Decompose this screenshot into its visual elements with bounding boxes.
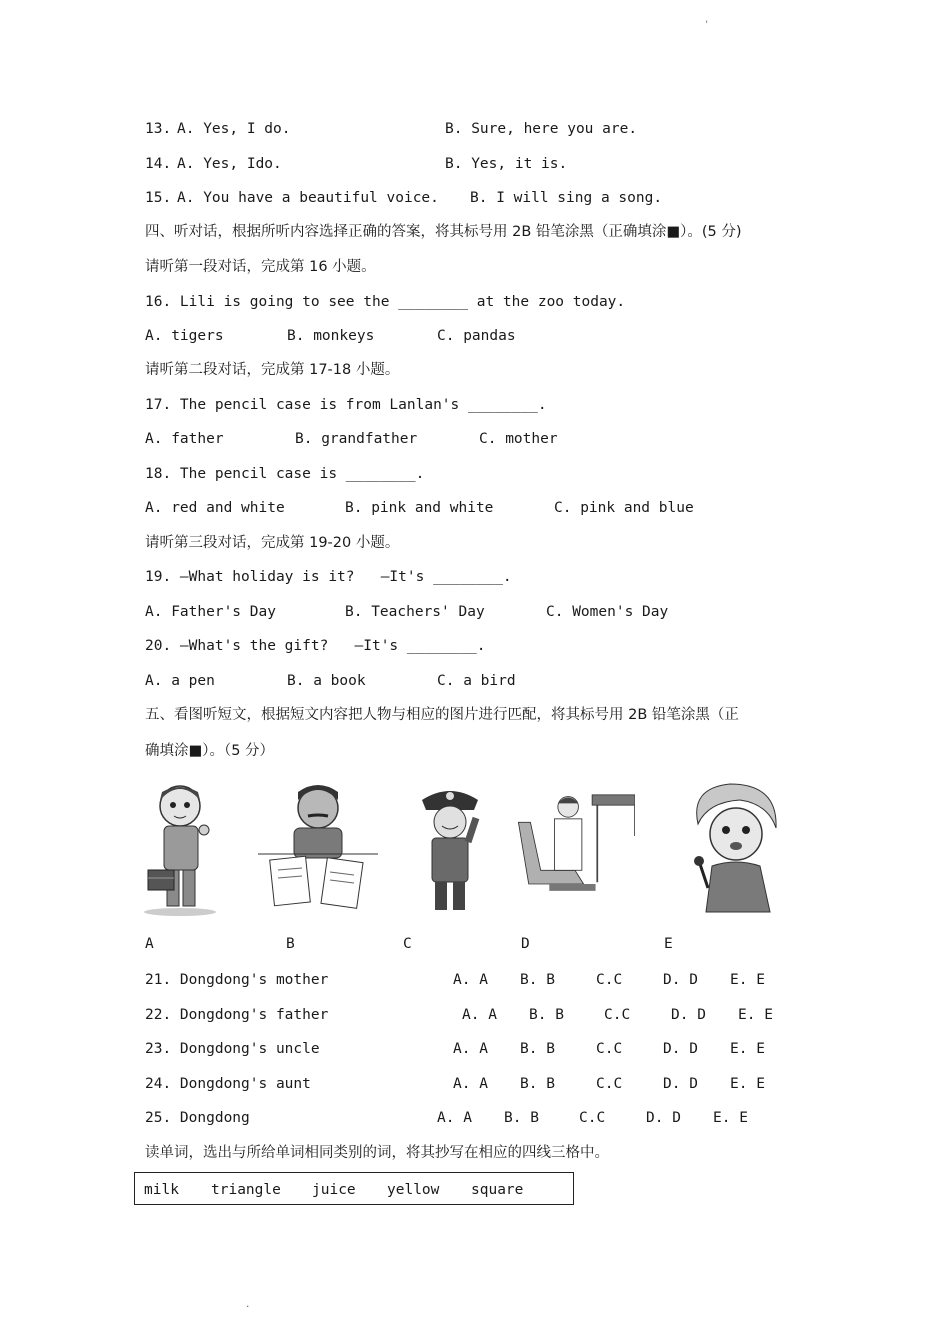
option-b: B. Yes, it is. <box>445 156 568 172</box>
picture-c-police-officer <box>390 778 510 918</box>
word-milk: milk <box>144 1182 179 1198</box>
option-c: C.C <box>596 1076 623 1092</box>
picture-label-b: B <box>286 936 295 952</box>
matching-prompt: 23. Dongdong's uncle <box>145 1041 320 1057</box>
q18-option-b: B. pink and white <box>345 500 494 516</box>
option-e: E. E <box>730 1076 765 1092</box>
option-e: E. E <box>730 972 765 988</box>
option-a: A. A <box>453 1041 488 1057</box>
option-a: A. A <box>453 1076 488 1092</box>
option-a: A. You have a beautiful voice. <box>177 190 439 206</box>
option-b: B. I will sing a song. <box>470 190 663 206</box>
option-c: C.C <box>596 972 623 988</box>
option-d: D. D <box>671 1007 706 1023</box>
q18-option-a: A. red and white <box>145 500 285 516</box>
matching-prompt: 24. Dongdong's aunt <box>145 1076 311 1092</box>
section-4-heading: 四、听对话，根据所听内容选择正确的答案，将其标号用 2B 铅笔涂黑（正确填涂■）。(5 分) <box>145 224 742 240</box>
option-e: E. E <box>713 1110 748 1126</box>
question-17: 17. The pencil case is from Lanlan's ________. <box>145 397 547 413</box>
matching-prompt: 22. Dongdong's father <box>145 1007 329 1023</box>
section-5-heading-line1: 五、看图听短文，根据短文内容把人物与相应的图片进行匹配，将其标号用 2B 铅笔涂黑（正 <box>145 707 739 723</box>
option-b: B. B <box>520 1041 555 1057</box>
q19-option-a: A. Father's Day <box>145 604 276 620</box>
option-a: A. Yes, Ido. <box>177 156 282 172</box>
q17-option-a: A. father <box>145 431 224 447</box>
question-number: 15. <box>145 190 172 206</box>
question-18: 18. The pencil case is ________. <box>145 466 425 482</box>
dialog-3-instruction: 请听第三段对话，完成第 19-20 小题。 <box>145 535 400 551</box>
picture-label-c: C <box>403 936 412 952</box>
dialog-2-instruction: 请听第二段对话，完成第 17-18 小题。 <box>145 362 400 378</box>
picture-label-d: D <box>521 936 530 952</box>
option-e: E. E <box>730 1041 765 1057</box>
section-5-heading-line2: 确填涂■）。（5 分） <box>145 743 275 759</box>
q20-option-b: B. a book <box>287 673 366 689</box>
q16-option-b: B. monkeys <box>287 328 375 344</box>
matching-prompt: 25. Dongdong <box>145 1110 250 1126</box>
word-triangle: triangle <box>211 1182 281 1198</box>
word-yellow: yellow <box>387 1182 440 1198</box>
option-a: A. Yes, I do. <box>177 121 291 137</box>
question-number: 14. <box>145 156 172 172</box>
option-d: D. D <box>663 1076 698 1092</box>
picture-d-dentist <box>515 778 635 918</box>
top-mark: ' <box>704 20 710 30</box>
option-d: D. D <box>663 1041 698 1057</box>
picture-label-a: A <box>145 936 154 952</box>
option-b: B. B <box>520 972 555 988</box>
dialog-1-instruction: 请听第一段对话，完成第 16 小题。 <box>145 259 376 275</box>
option-b: B. Sure, here you are. <box>445 121 638 137</box>
option-c: C.C <box>604 1007 631 1023</box>
word-juice: juice <box>312 1182 356 1198</box>
q19-option-b: B. Teachers' Day <box>345 604 485 620</box>
picture-e-woman-singing <box>680 778 800 918</box>
matching-prompt: 21. Dongdong's mother <box>145 972 329 988</box>
bottom-mark: . <box>245 1300 251 1310</box>
word-category-instruction: 读单词，选出与所给单词相同类别的词，将其抄写在相应的四线三格中。 <box>145 1145 609 1161</box>
question-number: 13. <box>145 121 172 137</box>
q16-option-a: A. tigers <box>145 328 224 344</box>
q20-option-c: C. a bird <box>437 673 516 689</box>
option-b: B. B <box>529 1007 564 1023</box>
q20-option-a: A. a pen <box>145 673 215 689</box>
option-d: D. D <box>663 972 698 988</box>
word-square: square <box>471 1182 524 1198</box>
option-a: A. A <box>437 1110 472 1126</box>
q19-option-c: C. Women's Day <box>546 604 669 620</box>
question-20: 20. —What's the gift? —It's ________. <box>145 638 486 654</box>
picture-label-e: E <box>664 936 673 952</box>
option-e: E. E <box>738 1007 773 1023</box>
q18-option-c: C. pink and blue <box>554 500 694 516</box>
option-c: C.C <box>579 1110 606 1126</box>
word-box <box>134 1172 574 1205</box>
option-a: A. A <box>462 1007 497 1023</box>
picture-a-boy-with-bag <box>140 778 260 918</box>
question-19: 19. —What holiday is it? —It's ________. <box>145 569 512 585</box>
q17-option-c: C. mother <box>479 431 558 447</box>
option-b: B. B <box>520 1076 555 1092</box>
option-d: D. D <box>646 1110 681 1126</box>
question-16: 16. Lili is going to see the ________ at the zoo today. <box>145 294 626 310</box>
option-a: A. A <box>453 972 488 988</box>
q17-option-b: B. grandfather <box>295 431 418 447</box>
option-c: C.C <box>596 1041 623 1057</box>
q16-option-c: C. pandas <box>437 328 516 344</box>
option-b: B. B <box>504 1110 539 1126</box>
picture-b-man-with-papers <box>258 778 378 918</box>
